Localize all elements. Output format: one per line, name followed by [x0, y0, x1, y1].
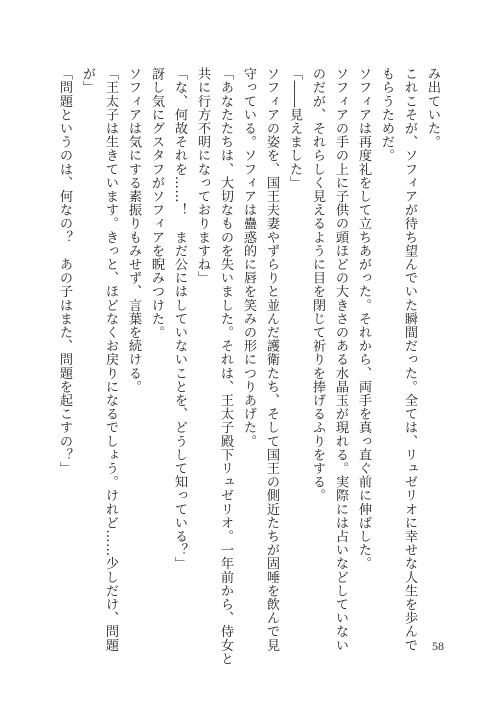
- text-line-9: 守っている。ソフィアは蠱惑的に唇を笑みの形につりあげた。: [241, 67, 256, 448]
- text-line-12: 「な、何故それを……！ まだ公にはしていないことを、どうして知っている？」: [172, 67, 187, 571]
- text-line-10: 「あなたたちは、大切なものを失いました。それは、王太子殿下リュゼリオ。一年前から、侍女と: [218, 67, 233, 666]
- text-line-14: ソフィアは気にする素振りもみせず、言葉を続ける。: [126, 67, 141, 394]
- text-line-6: のだが、それらしく見えるように目を閉じて祈りを捧げるふりをする。: [310, 67, 325, 503]
- text-line-13: 訝し気にグスタフがソフィアを睨みつけた。: [149, 67, 164, 339]
- text-line-11: 共に行方不明になっておりますね」: [195, 67, 210, 285]
- text-line-1: み出ていた。: [425, 67, 440, 149]
- text-line-15: 「王太子は生きています。きっと、ほどなくお戻りになるでしょう。けれど……少しだけ、問題: [103, 67, 118, 652]
- text-line-2: これこそが、ソフィアが待ち望んでいた瞬間だった。全ては、リュゼリオに幸せな人生を歩んで: [402, 67, 417, 652]
- text-line-16: が」: [80, 67, 95, 95]
- text-line-5: ソフィアの手の上に子供の頭ほどの大きさのある水晶玉が現れる。実際には占いなどしていない: [333, 67, 348, 652]
- text-line-3: もらうためだ。: [379, 67, 394, 163]
- vertical-text-block: [54, 67, 444, 667]
- text-line-17: 「問題というのは、何なの？ あの子はまた、問題を起こすの？」: [57, 67, 72, 475]
- text-line-7: 「――見えました」: [287, 67, 302, 190]
- text-line-8: ソフィアの姿を、国王夫妻やずらりと並んだ護衛たち、そして国王の側近たちが固唾を飲んで見: [264, 67, 279, 652]
- text-line-4: ソフィアは再度礼をして立ちあがった。それから、両手を真っ直ぐ前に伸ばした。: [356, 67, 371, 571]
- page-number: 58: [432, 639, 444, 653]
